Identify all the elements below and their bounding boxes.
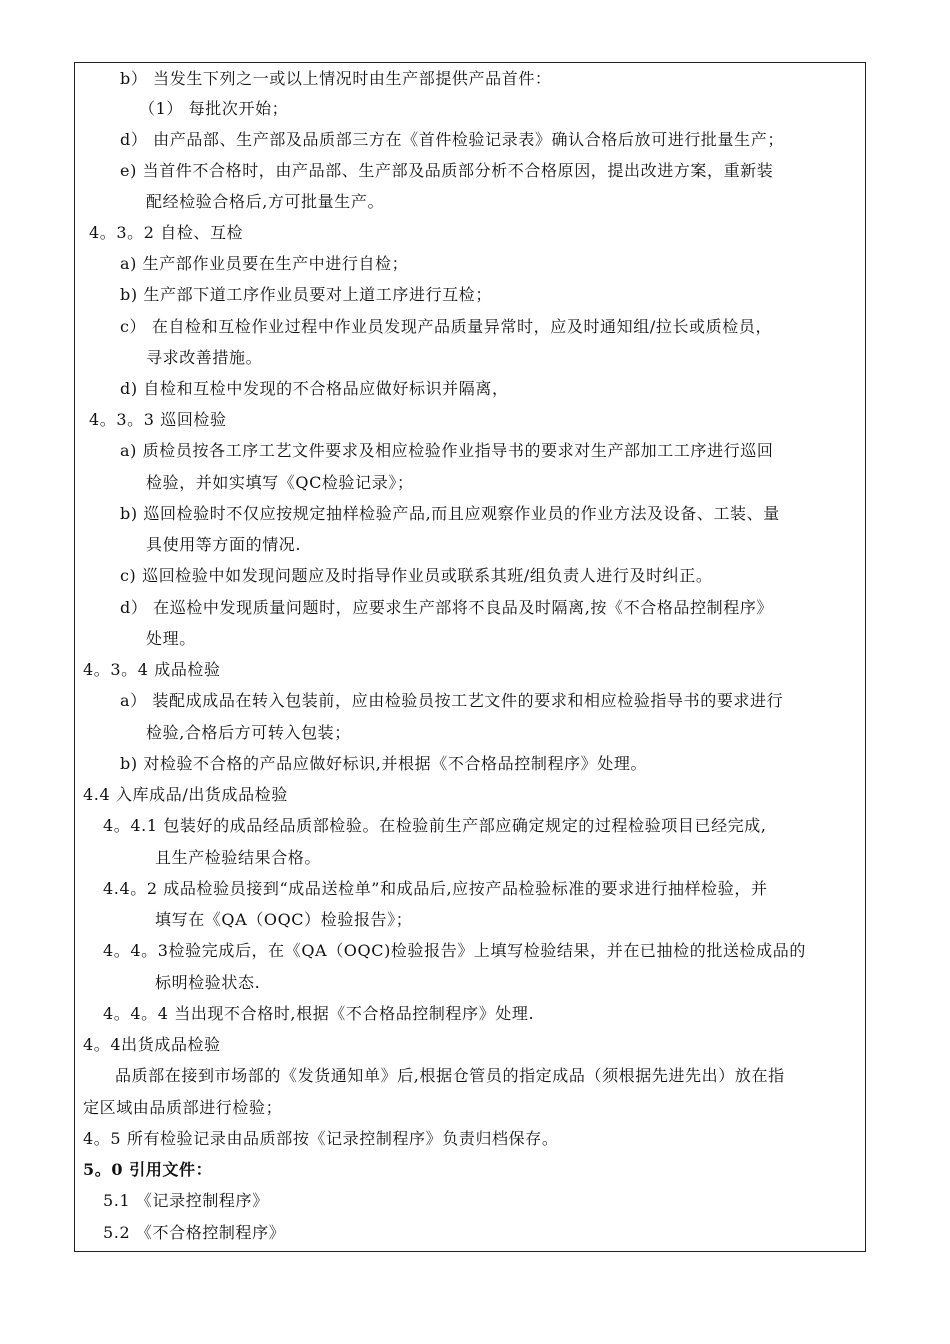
- text-line: 5.2 《不合格控制程序》: [103, 1223, 286, 1242]
- text-line: 检验，并如实填写《QC检验记录》；: [146, 473, 414, 492]
- text-line: c) 巡回检验中如发现问题应及时指导作业员或联系其班/组负责人进行及时纠正。: [120, 566, 713, 585]
- text-line: 标明检验状态.: [155, 973, 261, 992]
- text-line: 且生产检验结果合格。: [155, 848, 322, 867]
- text-line: 配经检验合格后,方可批量生产。: [146, 192, 385, 211]
- section-heading: 4.4 入库成品/出货成品检验: [83, 785, 288, 804]
- text-line: b） 当发生下列之一或以上情况时由生产部提供产品首件：: [120, 69, 552, 88]
- text-line: 检验,合格后方可转入包装；: [146, 723, 351, 742]
- text-line: e) 当首件不合格时，由产品部、生产部及品质部分析不合格原因，提出改进方案，重新装: [120, 161, 774, 180]
- text-line: b) 生产部下道工序作业员要对上道工序进行互检；: [120, 285, 492, 304]
- text-line: 填写在《QA（OQC）检验报告》；: [155, 910, 413, 929]
- text-line: a) 质检员按各工序工艺文件要求及相应检验作业指导书的要求对生产部加工工序进行巡回: [120, 441, 774, 460]
- section-heading: 4。3。4 成品检验: [83, 660, 221, 679]
- text-line: c） 在自检和互检作业过程中作业员发现产品质量异常时，应及时通知组/拉长或质检员，: [120, 317, 773, 336]
- text-line: b) 巡回检验时不仅应按规定抽样检验产品,而且应观察作业员的作业方法及设备、工装、量: [120, 504, 780, 523]
- section-heading: 4。3。3 巡回检验: [89, 410, 227, 429]
- text-line: d） 在巡检中发现质量问题时，应要求生产部将不良品及时隔离,按《不合格品控制程序》: [120, 598, 774, 617]
- text-line: 4。4。3检验完成后，在《QA（OQC)检验报告》上填写检验结果，并在已抽检的批送检成品的: [103, 941, 806, 960]
- text-line: 具使用等方面的情况.: [146, 535, 302, 554]
- document-frame: [74, 62, 866, 1252]
- text-line: a) 生产部作业员要在生产中进行自检；: [120, 254, 409, 273]
- text-line: 4。4.1 包装好的成品经品质部检验。在检验前生产部应确定规定的过程检验项目已经完成,: [103, 816, 767, 835]
- text-line: 5.1 《记录控制程序》: [103, 1191, 269, 1210]
- text-line: 4.4。2 成品检验员接到“成品送检单”和成品后,应按产品检验标准的要求进行抽样检验，并: [103, 879, 768, 898]
- text-line: 定区域由品质部进行检验；: [83, 1098, 283, 1117]
- text-line: 寻求改善措施。: [146, 348, 263, 367]
- section-heading: 4。4出货成品检验: [83, 1035, 221, 1054]
- section-heading: 4。3。2 自检、互检: [89, 223, 244, 242]
- text-line: d） 由产品部、生产部及品质部三方在《首件检验记录表》确认合格后放可进行批量生产；: [120, 130, 784, 149]
- text-line: d) 自检和互检中发现的不合格品应做好标识并隔离，: [120, 379, 509, 398]
- text-line: b) 对检验不合格的产品应做好标识,并根据《不合格品控制程序》处理。: [120, 754, 648, 773]
- text-line: 品质部在接到市场部的《发货通知单》后,根据仓管员的指定成品（须根据先进先出）放在指: [115, 1066, 785, 1085]
- text-line: 4。5 所有检验记录由品质部按《记录控制程序》负责归档保存。: [83, 1129, 559, 1148]
- text-line: （1） 每批次开始；: [139, 99, 289, 118]
- text-line: a） 装配成成品在转入包装前，应由检验员按工艺文件的要求和相应检验指导书的要求进行: [120, 691, 784, 710]
- section-heading: 5。0 引用文件：: [83, 1160, 213, 1179]
- text-line: 4。4。4 当出现不合格时,根据《不合格品控制程序》处理.: [103, 1004, 535, 1023]
- text-line: 处理。: [146, 629, 196, 648]
